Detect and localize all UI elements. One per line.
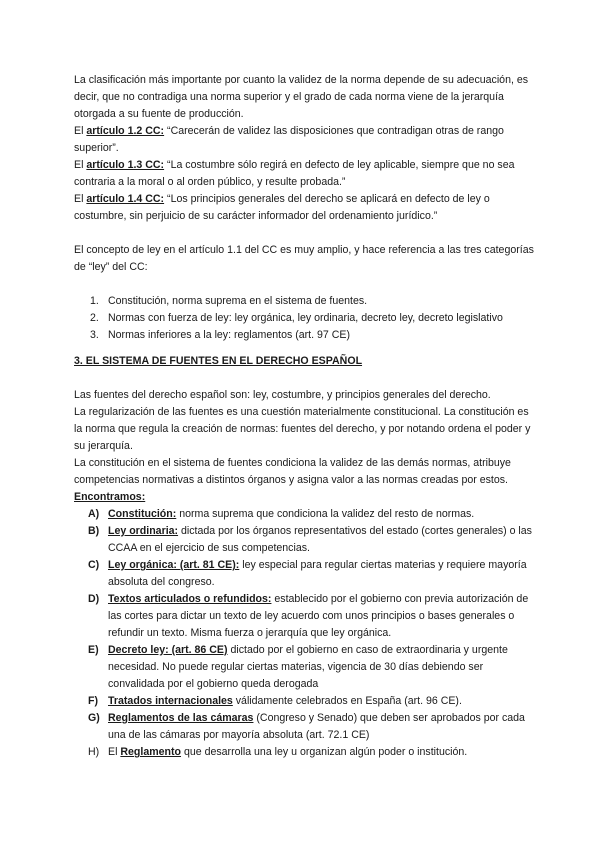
article-1-3-label: artículo 1.3 CC: (86, 159, 165, 171)
list-item (74, 523, 536, 557)
encontramos-label: Encontramos: (74, 491, 146, 503)
list-item-label: Reglamento (120, 746, 182, 758)
list-item-pre: El (108, 746, 121, 758)
list-item (74, 557, 536, 591)
article-1-2-prefix: El (74, 125, 87, 137)
list-item-text: ley especial para regular ciertas materias y requiere mayoría absoluta del congreso. (108, 559, 527, 588)
list-item (74, 744, 536, 761)
list-item-text: establecido por el gobierno con previa autorización de las cortes para dictar un texto de ley acuerdo com unos principios o bases generales o refundir un texto. Misma fuerza o jerarquía que ley orgánica. (108, 593, 529, 639)
spacer (74, 370, 536, 387)
law-categories-list (74, 293, 536, 344)
list-marker: E) (88, 644, 99, 656)
list-item-text: válidamente celebrados en España (art. 96 CE). (232, 695, 462, 707)
article-1-3-text: “La costumbre sólo regirá en defecto de ley aplicable, siempre que no sea contraria a la moral o al orden público, y resulte probada.” (74, 159, 515, 188)
list-item-text: Constitución, norma suprema en el sistema de fuentes. (108, 295, 368, 307)
list-item-label: Tratados internacionales (108, 695, 233, 707)
list-item-label: Ley ordinaria: (108, 525, 179, 537)
section-heading: 3. EL SISTEMA DE FUENTES EN EL DERECHO ESPAÑOL (74, 355, 363, 367)
list-item-label: Constitución: (108, 508, 177, 520)
list-item (74, 293, 536, 310)
list-item (74, 310, 536, 327)
concept-paragraph: El concepto de ley en el artículo 1.1 del CC es muy amplio, y hace referencia a las tres categorías de “ley” del CC: (74, 244, 534, 273)
list-item-label: Textos articulados o refundidos: (108, 593, 272, 605)
list-item-text: dictado por el gobierno en caso de extraordinaria y urgente necesidad. No puede regular ciertas materias, vigencia de 30 días debiendo ser convalidada por el gobierno queda derogada (108, 644, 508, 690)
list-item (74, 591, 536, 642)
spacer (74, 344, 536, 353)
list-marker: H) (88, 746, 100, 758)
article-1-4-paragraph (74, 191, 536, 225)
list-marker: B) (88, 525, 100, 537)
regularization-paragraph: La regularización de las fuentes es una cuestión materialmente constitucional. La constitución es la norma que regula la creación de normas: fuentes del derecho, y por notando ordena el poder y su jerarquía. (74, 406, 531, 452)
list-item (74, 693, 536, 710)
list-item (74, 642, 536, 693)
article-1-3-paragraph (74, 157, 536, 191)
list-marker: F) (88, 695, 98, 707)
list-marker: C) (88, 559, 100, 571)
list-item-text: dictada por los órganos representativos del estado (cortes generales) o las CCAA en el ejercicio de sus competencias. (108, 525, 532, 554)
spacer (74, 276, 536, 293)
list-item-text: que desarrolla una ley u organizan algún poder o institución. (181, 746, 468, 758)
list-marker: G) (88, 712, 100, 724)
list-item-label: Ley orgánica: (art. 81 CE): (108, 559, 240, 571)
list-item (74, 327, 536, 344)
article-1-2-text: “Carecerán de validez las disposiciones que contradigan otras de rango superior”. (74, 125, 504, 154)
list-marker: 2. (90, 312, 99, 324)
article-1-4-label: artículo 1.4 CC: (86, 193, 165, 205)
list-item (74, 710, 536, 744)
article-1-2-label: artículo 1.2 CC: (86, 125, 165, 137)
list-item-text: (Congreso y Senado) que deben ser aprobados por cada una de las cámaras por mayoría absoluta (art. 72.1 CE) (108, 712, 525, 741)
sources-list (74, 506, 536, 761)
sources-paragraph: Las fuentes del derecho español son: ley, costumbre, y principios generales del derecho. (74, 389, 491, 401)
list-marker: 1. (90, 295, 99, 307)
article-1-3-prefix: El (74, 159, 87, 171)
list-marker: A) (88, 508, 100, 520)
list-item-label: Reglamentos de las cámaras (108, 712, 254, 724)
list-item-text: Normas inferiores a la ley: reglamentos (art. 97 CE) (108, 329, 350, 341)
article-1-4-text: “Los principios generales del derecho se aplicará en defecto de ley o costumbre, sin perjuicio de su carácter informador del ordenamiento jurídico.” (74, 193, 490, 222)
list-item (74, 506, 536, 523)
list-item-text: norma suprema que condiciona la validez del resto de normas. (176, 508, 475, 520)
list-item-label: Decreto ley: (art. 86 CE) (108, 644, 228, 656)
spacer (74, 225, 536, 242)
constitution-paragraph: La constitución en el sistema de fuentes condiciona la validez de las demás normas, atribuye competencias normativas a distintos órganos y asigna valor a las normas creadas por estos. (74, 457, 511, 486)
article-1-2-paragraph (74, 123, 536, 157)
list-item-text: Normas con fuerza de ley: ley orgánica, ley ordinaria, decreto ley, decreto legislativo (108, 312, 503, 324)
list-marker: D) (88, 593, 100, 605)
list-marker: 3. (90, 329, 99, 341)
intro-paragraph: La clasificación más importante por cuanto la validez de la norma depende de su adecuación, es decir, que no contradiga una norma superior y el grado de cada norma viene de la jerarquía otorgada a su fuente de producción. (74, 74, 529, 120)
document-page (74, 72, 536, 761)
article-1-4-prefix: El (74, 193, 87, 205)
